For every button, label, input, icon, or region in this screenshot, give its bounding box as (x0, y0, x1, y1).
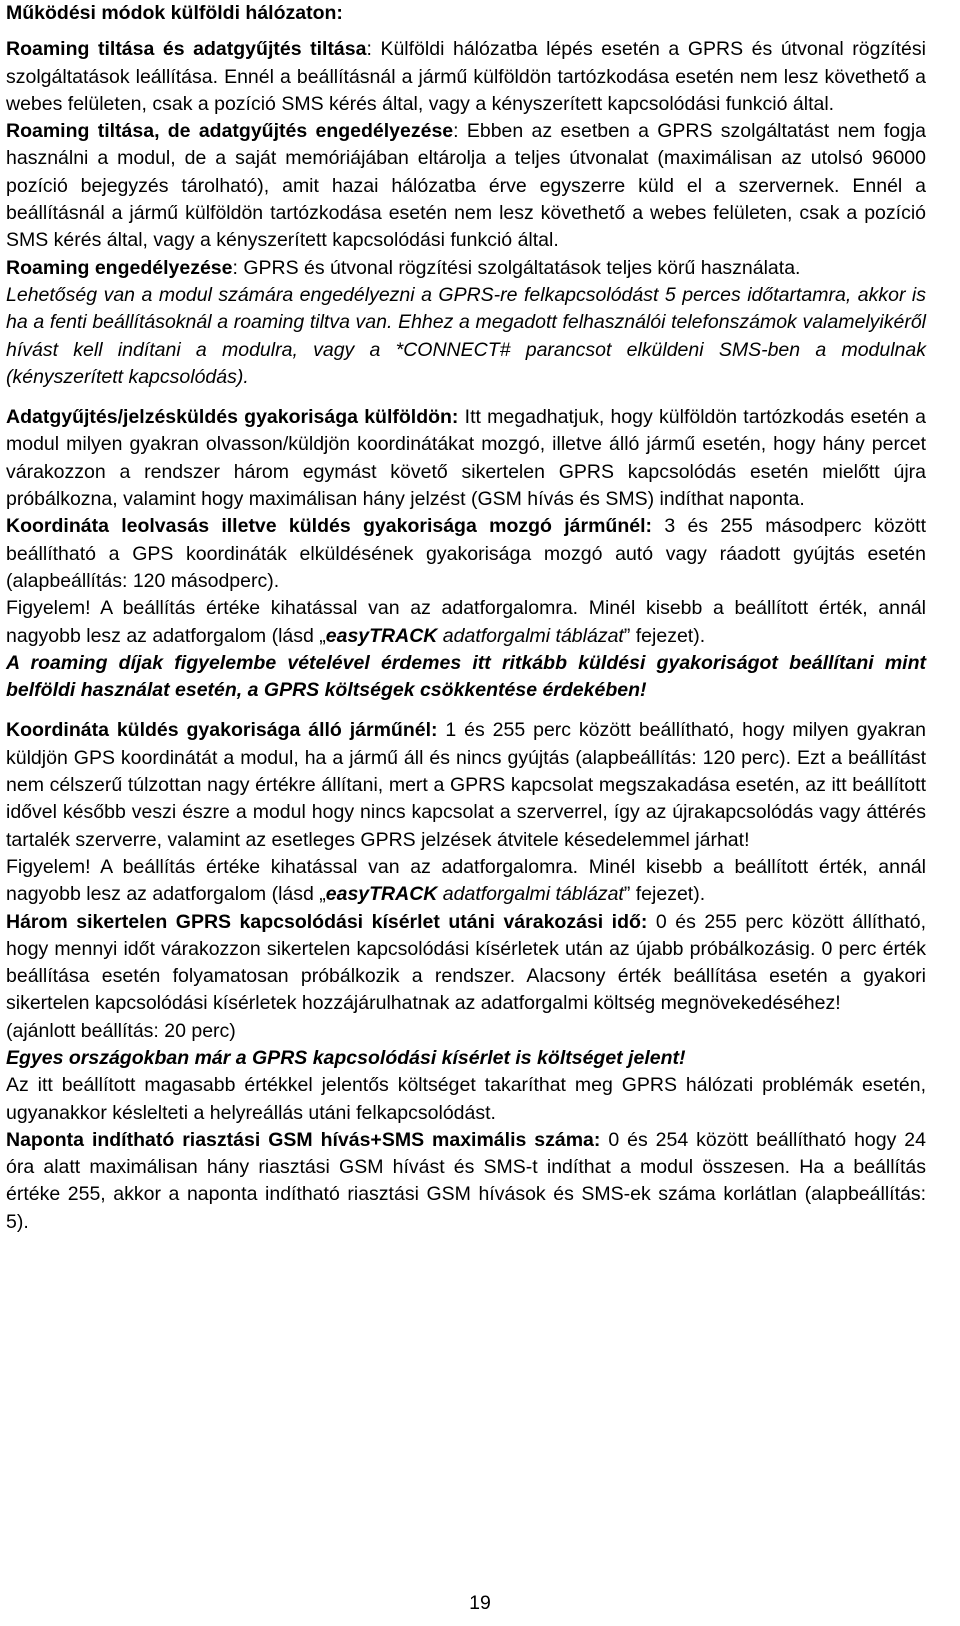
text-parked-frequency: 1 és 255 perc között beállítható, hogy milyen gyakran küldjön GPS koordinátát a modul, ha a jármű áll és nincs gyújtás (alapbeállítás: 120 perc). Ezt a beállítást nem célszerű túlzottan nagy értékre állítani, mert a GPRS kapcsolat megszakadása esetén, az itt beállított idővel később veszi észre a modul hogy nincs kapcsolat a szerverrel, így az újrakapcsolódás vagy áttérés tartalék szerverre, valamint az esetleges GPRS jelzések átvitele késedelemmel járhat! (6, 719, 926, 851)
document-page (6, 0, 926, 1236)
term-abroad-frequency: Adatgyűjtés/jelzésküldés gyakorisága külföldön: (6, 406, 459, 429)
text-abroad-frequency: Itt megadhatjuk, hogy külföldön tartózkodás esetén a modul milyen gyakran olvasson/küldjön koordinátákat mozgó, illetve álló jármű esetén, hogy hány percet várakozzon a rendszer három egymást követő sikertelen GPRS kapcsolódás esetén mielőtt újra próbálkozna, valamint hogy maximálisan hány jelzést (GSM hívás és SMS) indíthat naponta. (6, 406, 926, 511)
text-moving-frequency: 3 és 255 másodperc között beállítható a GPS koordináták elküldésének gyakorisága mozgó autó vagy ráadott gyújtás esetén (alapbeállítás: 120 másodperc). (6, 515, 926, 592)
paragraph-roaming-off-logging-on (6, 118, 926, 254)
warning-ref-table-2: adatforgalmi táblázat (437, 883, 624, 906)
text-daily-alarm-limit: 0 és 254 között beállítható hogy 24 óra alatt maximálisan hány riasztási GSM hívást és SMS-t indíthat a modul összesen. Ha a beállítás értéke 255, akkor a naponta indítható riasztási GSM hívások és SMS-ek száma korlátlan (alapbeállítás: 5). (6, 1128, 926, 1233)
paragraph-daily-alarm-limit (6, 1127, 926, 1236)
text-roaming-off-logging-on: : Ebben az esetben a GPRS szolgáltatást nem fogja használni a modul, de a saját memóriájában eltárolja a teljes útvonalat (maximálisan az utolsó 96000 pozíció bejegyzés tárolható), amit hazai hálózatba érve egyszerre küld el a szervernek. Ennél a beállításnál a jármű külföldön tartózkodása esetén nem lesz követhető a webes felületen, csak a pozíció SMS kérés által, vagy a kényszerített kapcsolódási funkció által. (6, 120, 926, 252)
term-roaming-off-logging-on: Roaming tiltása, de adatgyűjtés engedélyezése (6, 120, 454, 143)
text-roaming-off: : Külföldi hálózatba lépés esetén a GPRS és útvonal rögzítési szolgáltatások leállítása. Ennél a beállításnál a jármű külföldön tartózkodása esetén nem lesz követhető a webes felületen, csak a pozíció SMS kérés által, vagy a kényszerített kapcsolódási funkció által. (6, 38, 926, 115)
warning-tail-2: ” fejezet). (623, 883, 706, 906)
warning-ref-product-1: easyTRACK (325, 624, 438, 647)
text-roaming-on: : GPRS és útvonal rögzítési szolgáltatások teljes körű használata. (232, 256, 801, 279)
warning-ref-table-1: adatforgalmi táblázat (437, 624, 624, 647)
paragraph-abroad-frequency (6, 404, 926, 513)
section-heading: Működési módok külföldi hálózaton: (6, 2, 343, 24)
term-parked-frequency: Koordináta küldés gyakorisága álló járműnél: (6, 719, 438, 742)
forced-connect-note: Lehetőség van a modul számára engedélyezni a GPRS-re felkapcsolódást 5 perces időtartamra, akkor is ha a fenti beállításoknál a roaming tiltva van. Ehhez a megadott felhasználói telefonszámok valamelyikéről hívást kell indítani a modulra, vagy a *CONNECT# parancsot elküldeni SMS-ben a modulnak (kényszerített kapcsolódás). (6, 283, 926, 388)
term-roaming-on: Roaming engedélyezése (6, 256, 233, 279)
term-moving-frequency: Koordináta leolvasás illetve küldés gyakorisága mozgó járműnél: (6, 515, 653, 538)
warning-text-2: Figyelem! A beállítás értéke kihatással van az adatforgalomra. Minél kisebb a beállított érték, annál nagyobb lesz az adatforgalom (lásd „ (6, 855, 926, 906)
paragraph-warning-traffic-2 (6, 854, 926, 909)
roaming-cost-advice: A roaming díjak figyelembe vételével érdemes itt ritkább küldési gyakoriságot beállítani mint belföldi használat esetén, a GPRS költségek csökkentése érdekében! (6, 651, 926, 702)
paragraph-roaming-off (6, 36, 926, 118)
text-retry-wait: 0 és 255 perc között állítható, hogy mennyi időt várakozzon sikertelen kapcsolódási kísérletek után az újabb próbálkozásig. 0 perc érték beállítása esetén folyamatosan próbálkozik a rendszer. Alacsony érték beállítása esetén a gyakori sikertelen kapcsolódási kísérletek hozzájárulhatnak az adatforgalmi költség megnövekedéséhez! (6, 910, 927, 1015)
term-roaming-off: Roaming tiltása és adatgyűjtés tiltása (6, 38, 367, 61)
paragraph-roaming-on (6, 255, 926, 282)
paragraph-parked-frequency (6, 717, 926, 853)
paragraph-recommended-setting: (ajánlott beállítás: 20 perc) (6, 1019, 236, 1042)
paragraph-roaming-cost-advice (6, 650, 926, 705)
paragraph-forced-connect-note (6, 282, 926, 391)
term-retry-wait: Három sikertelen GPRS kapcsolódási kísérlet utáni várakozási idő: (6, 910, 648, 933)
term-daily-alarm-limit: Naponta indítható riasztási GSM hívás+SMS maximális száma: (6, 1128, 601, 1151)
paragraph-cost-saving: Az itt beállított magasabb értékkel jelentős költséget takaríthat meg GPRS hálózati problémák esetén, ugyanakkor késlelteti a helyreállás utáni felkapcsolódást. (6, 1074, 926, 1124)
page-number: 19 (469, 1592, 491, 1614)
paragraph-gprs-cost-warning (6, 1045, 926, 1072)
paragraph-warning-traffic-1 (6, 595, 926, 650)
warning-ref-product-2: easyTRACK (325, 883, 438, 906)
warning-text-1: Figyelem! A beállítás értéke kihatással van az adatforgalomra. Minél kisebb a beállított érték, annál nagyobb lesz az adatforgalom (lásd „ (6, 597, 926, 647)
gprs-cost-warning: Egyes országokban már a GPRS kapcsolódási kísérlet is költséget jelent! (6, 1046, 686, 1069)
paragraph-moving-frequency (6, 513, 926, 595)
paragraph-retry-wait (6, 909, 926, 1018)
warning-tail-1: ” fejezet). (623, 624, 706, 647)
